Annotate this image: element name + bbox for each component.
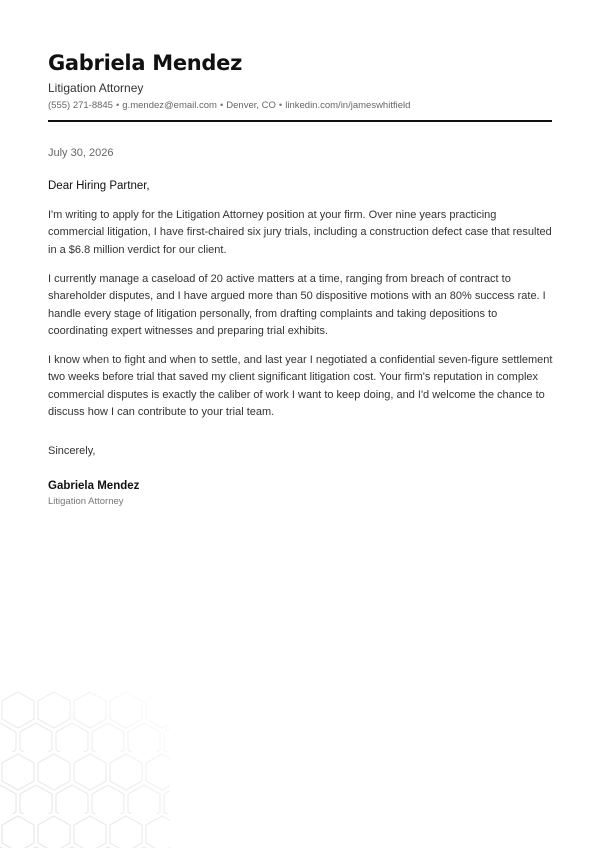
- contact-separator: •: [219, 100, 224, 111]
- letter-body: [48, 207, 554, 433]
- hexagon-pattern-decoration: [0, 690, 170, 848]
- contact-line: [48, 100, 552, 112]
- applicant-name: Gabriela Mendez: [48, 51, 243, 75]
- header-divider: [48, 120, 552, 122]
- applicant-title: Litigation Attorney: [48, 81, 144, 95]
- letter-greeting: Dear Hiring Partner,: [48, 180, 150, 192]
- contact-separator: •: [278, 100, 283, 111]
- body-paragraph: I know when to fight and when to settle, and last year I negotiated a confidential seven-figure settlement two weeks before trial that saved my client significant litigation cost. Your firm's reputation in complex commercial disputes is exactly the caliber of work I want to keep doing, and I'd welcome the chance to discuss how I can contribute to your trial team.: [48, 353, 553, 419]
- body-paragraph: I currently manage a caseload of 20 active matters at a time, ranging from breach of contract to shareholder disputes, and I have argued more than 50 dispositive motions with an 80% success rate. I handle every stage of litigation personally, from drafting complaints and taking depositions to coordinating expert witnesses and preparing trial exhibits.: [48, 272, 546, 337]
- letter-header: [48, 50, 552, 112]
- contact-linkedin: linkedin.com/in/jameswhitfield: [285, 100, 411, 111]
- signature-name: Gabriela Mendez: [48, 480, 140, 492]
- signature-title: Litigation Attorney: [48, 496, 124, 507]
- contact-email: g.mendez@email.com: [122, 100, 217, 111]
- contact-separator: •: [115, 100, 120, 111]
- letter-date: July 30, 2026: [48, 147, 114, 159]
- letter-closing: Sincerely,: [48, 445, 96, 457]
- contact-location: Denver, CO: [226, 100, 276, 111]
- contact-phone: (555) 271-8845: [48, 100, 113, 111]
- body-paragraph: I'm writing to apply for the Litigation Attorney position at your firm. Over nine years practicing commercial litigation, I have first-chaired six jury trials, including a construction defect case that resulted in a $6.8 million verdict for our client.: [48, 209, 552, 256]
